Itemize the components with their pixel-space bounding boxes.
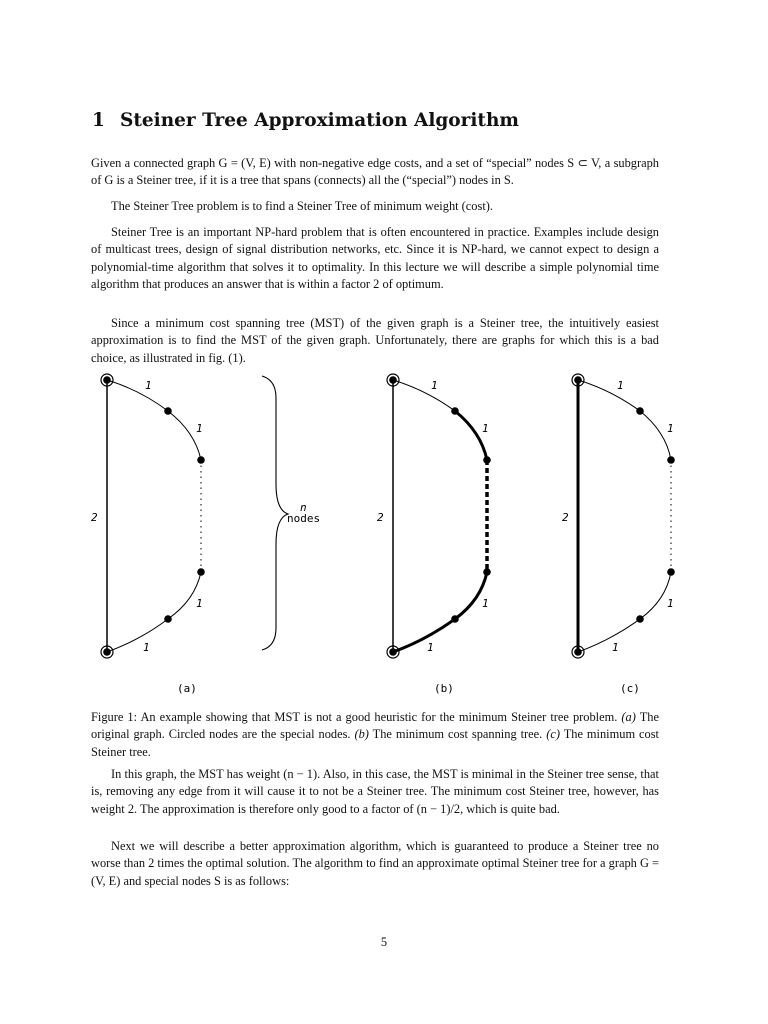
edge-arc bbox=[107, 619, 168, 652]
edge-weight: 2 bbox=[91, 511, 98, 524]
node bbox=[667, 568, 675, 576]
edge-weight: 1 bbox=[482, 597, 489, 610]
edge-arc bbox=[107, 380, 168, 411]
panel-label: (c) bbox=[620, 682, 640, 695]
paragraph-mst: Since a minimum cost spanning tree (MST) of the given graph is a Steiner tree, the intuitively easiest approximation is to find the MST of the given graph. Unfortunately, there are graphs for which this is a bad choice, as illustrated in fig. (1). bbox=[91, 316, 659, 365]
edge-arc bbox=[640, 411, 671, 460]
curly-brace bbox=[262, 376, 288, 650]
edge-arc bbox=[393, 380, 455, 411]
node bbox=[451, 407, 459, 415]
panel-label: (a) bbox=[177, 682, 197, 695]
paragraph-mst-weight: In this graph, the MST has weight (n − 1). Also, in this case, the MST is minimal in the Steiner tree sense, that is, removing any edge from it will cause it to not be a Steiner tree. The minimum cost Steiner tree, however, has weight 2. The approximation is therefore only good to a factor of (n − 1)/2, which is quite bad. bbox=[91, 767, 659, 816]
paragraph-definition: Given a connected graph G = (V, E) with non-negative edge costs, and a set of “special” nodes S ⊂ V, a subgraph of G is a Steiner tree, if it is a tree that spans (connects) all the (“special”) nodes in S. bbox=[91, 156, 659, 188]
node bbox=[483, 568, 491, 576]
node bbox=[164, 615, 172, 623]
edge-weight: 1 bbox=[617, 379, 624, 392]
special-node bbox=[103, 648, 111, 656]
edge-arc bbox=[640, 572, 671, 619]
edge-weight: 1 bbox=[667, 422, 674, 435]
node bbox=[197, 456, 205, 464]
node bbox=[636, 615, 644, 623]
node bbox=[667, 456, 675, 464]
section-title: Steiner Tree Approximation Algorithm bbox=[120, 110, 519, 131]
node bbox=[197, 568, 205, 576]
caption-b-text: The minimum cost spanning tree. bbox=[368, 727, 547, 742]
special-node bbox=[574, 648, 582, 656]
n-nodes-brace bbox=[262, 376, 320, 650]
figure-caption bbox=[91, 709, 659, 761]
node bbox=[164, 407, 172, 415]
node bbox=[451, 615, 459, 623]
caption-b-tag: (b) bbox=[354, 727, 369, 742]
special-node bbox=[389, 376, 397, 384]
edge-arc bbox=[578, 380, 640, 411]
edge-arc bbox=[578, 619, 640, 652]
graph-b bbox=[377, 374, 491, 695]
panel-label: (b) bbox=[434, 682, 454, 695]
graph-a bbox=[91, 374, 205, 695]
special-node bbox=[389, 648, 397, 656]
edge-weight: 1 bbox=[667, 597, 674, 610]
edge-weight: 1 bbox=[196, 422, 203, 435]
graph-c bbox=[562, 374, 675, 695]
edge-weight: 1 bbox=[143, 641, 150, 654]
section-number: 1 bbox=[92, 110, 105, 131]
edge-weight: 1 bbox=[427, 641, 434, 654]
edge-weight: 2 bbox=[562, 511, 569, 524]
caption-a-tag: (a) bbox=[621, 710, 636, 724]
paragraph-np-hard: Steiner Tree is an important NP-hard problem that is often encountered in practice. Examples include design of multicast trees, design of signal distribution networks, etc. Since it is NP-hard, we cannot expect to design a polynomial-time algorithm that solves it to optimality. In this lecture we will describe a simple polynomial time algorithm that produces an answer that is within a factor 2 of optimum. bbox=[91, 225, 659, 291]
caption-a-text: The original graph. Circled nodes are the special nodes. bbox=[91, 710, 659, 742]
caption-lead: Figure 1: An example showing that MST is not a good heuristic for the minimum Steiner tree problem. bbox=[91, 710, 618, 724]
edge-weight: 1 bbox=[196, 597, 203, 610]
paragraph-problem: The Steiner Tree problem is to find a Steiner Tree of minimum weight (cost). bbox=[111, 199, 493, 213]
edge-arc bbox=[168, 572, 201, 619]
page-number: 5 bbox=[380, 935, 388, 949]
section-heading bbox=[92, 110, 519, 131]
edge-weight: 1 bbox=[431, 379, 438, 392]
edge-arc-mst bbox=[393, 619, 455, 652]
edge-arc-mst bbox=[455, 572, 487, 619]
brace-n-label: n bbox=[300, 501, 307, 514]
caption-c-tag: (c) bbox=[546, 727, 560, 742]
edge-weight: 1 bbox=[612, 641, 619, 654]
special-node bbox=[574, 376, 582, 384]
node bbox=[483, 456, 491, 464]
node bbox=[636, 407, 644, 415]
brace-nodes-label: nodes bbox=[287, 512, 321, 525]
edge-weight: 1 bbox=[482, 422, 489, 435]
paragraph-better-algorithm: Next we will describe a better approximation algorithm, which is guaranteed to produce a Steiner tree no worse than 2 times the optimal solution. The algorithm to find an approximate optimal Steiner tree for a graph G = (V, E) and special nodes S is as follows: bbox=[91, 839, 659, 888]
edge-weight: 1 bbox=[145, 379, 152, 392]
edge-arc-mst bbox=[455, 411, 487, 460]
edge-weight: 2 bbox=[377, 511, 384, 524]
caption-c-text: The minimum cost Steiner tree. bbox=[91, 727, 659, 759]
special-node bbox=[103, 376, 111, 384]
edge-arc bbox=[168, 411, 201, 460]
figure-1 bbox=[0, 360, 768, 700]
